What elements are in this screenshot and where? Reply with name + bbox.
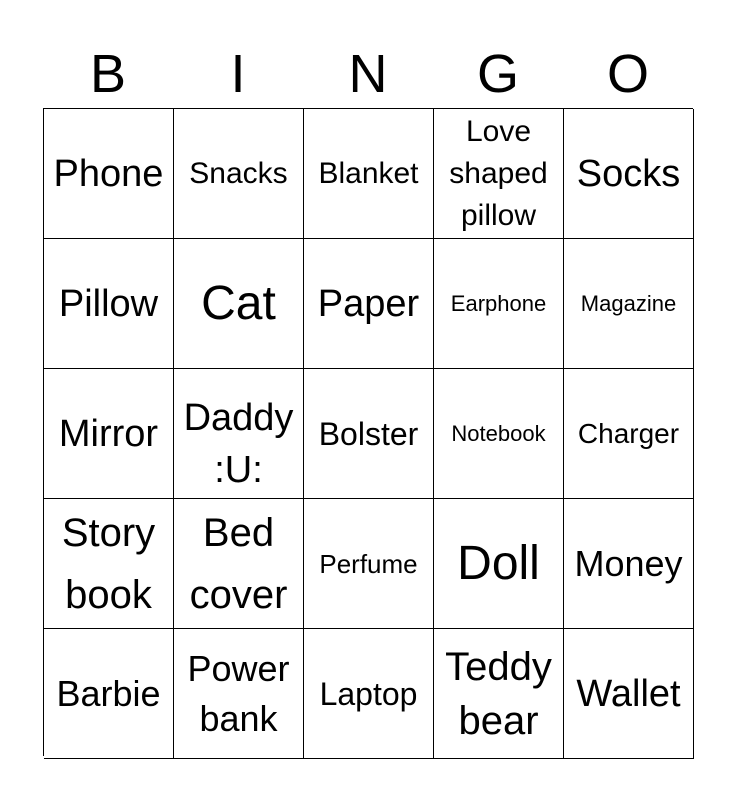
cell-label: Charger <box>577 417 680 449</box>
cell-label: Money <box>574 542 683 584</box>
cell-label: Magazine <box>580 290 677 316</box>
cell-label: Power bank <box>187 647 290 739</box>
cell-label: Perfume <box>319 548 418 579</box>
cell-label: Snacks <box>189 156 288 190</box>
cell-label: Wallet <box>576 672 681 715</box>
header-letter-o: O <box>606 44 649 104</box>
bingo-cell-teddy-bear[interactable] <box>434 629 564 759</box>
bingo-cell-barbie[interactable] <box>44 629 174 759</box>
header-letter-g: G <box>476 44 519 104</box>
cell-label: Earphone <box>450 290 547 316</box>
header-letter-n: N <box>348 44 388 104</box>
bingo-cell-socks[interactable] <box>564 109 694 239</box>
bingo-cell-wallet[interactable] <box>564 629 694 759</box>
bingo-cell-story-book[interactable] <box>44 499 174 629</box>
bingo-cell-phone[interactable] <box>44 109 174 239</box>
bingo-cell-money[interactable] <box>564 499 694 629</box>
bingo-cell-magazine[interactable] <box>564 239 694 369</box>
cell-label: Bolster <box>318 415 419 452</box>
bingo-cell-earphone[interactable] <box>434 239 564 369</box>
cell-label: Doll <box>457 536 540 590</box>
bingo-cell-bed-cover[interactable] <box>174 499 304 629</box>
cell-label: Barbie <box>56 672 161 714</box>
cell-label: Pillow <box>58 282 159 325</box>
cell-label: Notebook <box>451 420 546 446</box>
bingo-cell-snacks[interactable] <box>174 109 304 239</box>
bingo-cell-charger[interactable] <box>564 369 694 499</box>
bingo-board <box>43 108 693 756</box>
cell-label: Teddy bear <box>445 644 552 743</box>
cell-label: Story book <box>61 510 156 617</box>
cell-label: Cat <box>201 276 276 330</box>
bingo-cell-cat[interactable] <box>174 239 304 369</box>
bingo-cell-paper[interactable] <box>304 239 434 369</box>
bingo-cell-blanket[interactable] <box>304 109 434 239</box>
cell-label: Mirror <box>58 412 159 455</box>
header-letter-i: I <box>230 44 246 104</box>
cell-label: Daddy :U: <box>183 396 294 491</box>
cell-label: Phone <box>53 152 164 195</box>
header-letter-b: B <box>89 44 127 104</box>
bingo-cell-perfume[interactable] <box>304 499 434 629</box>
bingo-header <box>43 40 693 108</box>
bingo-cell-daddy[interactable] <box>174 369 304 499</box>
bingo-cell-power-bank[interactable] <box>174 629 304 759</box>
cell-label: Socks <box>576 152 681 195</box>
cell-label: Blanket <box>318 156 419 190</box>
bingo-cell-bolster[interactable] <box>304 369 434 499</box>
bingo-cell-pillow[interactable] <box>44 239 174 369</box>
bingo-cell-doll[interactable] <box>434 499 564 629</box>
cell-label: Paper <box>317 282 420 325</box>
bingo-cell-laptop[interactable] <box>304 629 434 759</box>
bingo-cell-notebook[interactable] <box>434 369 564 499</box>
bingo-cell-mirror[interactable] <box>44 369 174 499</box>
bingo-cell-love-shaped-pillow[interactable] <box>434 109 564 239</box>
cell-label: Laptop <box>319 675 418 712</box>
cell-label: Bed cover <box>189 510 288 617</box>
cell-label: Love shaped pillow <box>449 114 548 232</box>
